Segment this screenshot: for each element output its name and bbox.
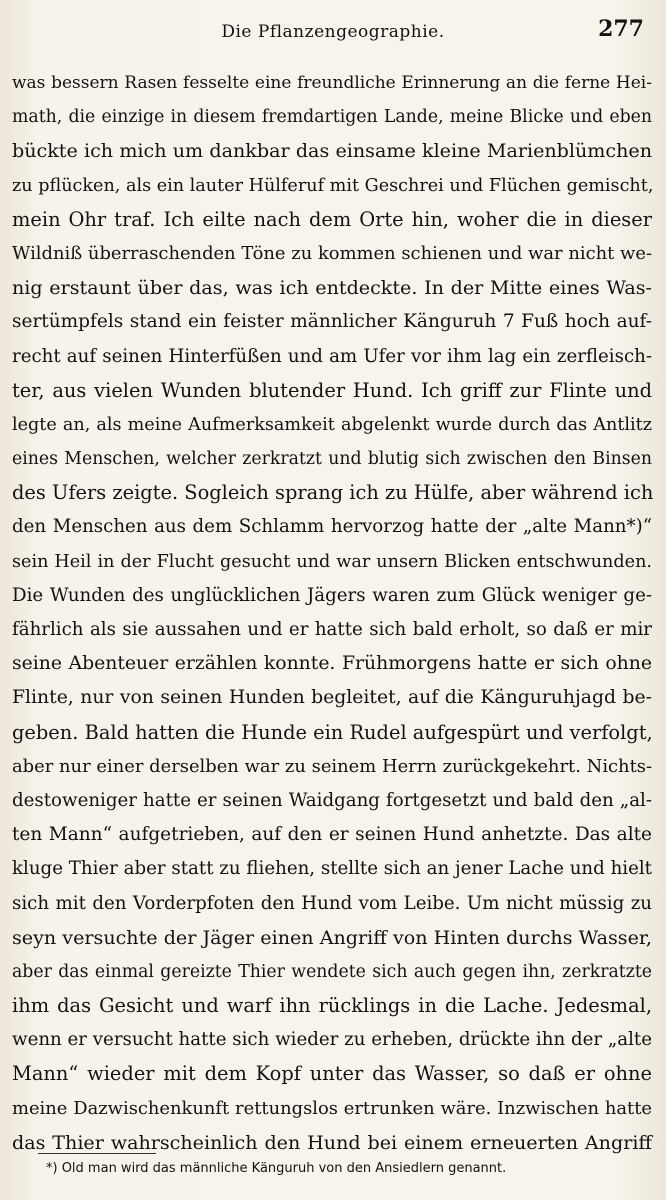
text-line: meine Dazwischenkunft rettungslos ertrunken wäre. Inzwischen hatte [12, 1097, 652, 1119]
text-line: Flinte, nur von seinen Hunden begleitet, auf die Känguruhjagd be- [12, 687, 652, 709]
footnote: *) Old man wird das männliche Känguruh von den Ansiedlern genannt. [46, 1161, 507, 1176]
text-line: recht auf seinen Hinterfüßen und am Ufer vor ihm lag ein zerfleisch- [12, 345, 652, 367]
text-line: bückte ich mich um dankbar das einsame kleine Marienblümchen [12, 139, 652, 163]
footnote-rule [38, 1153, 156, 1154]
text-line: nig erstaunt über das, was ich entdeckte. In der Mitte eines Was- [12, 276, 652, 300]
text-line: legte an, als meine Aufmerksamkeit abgelenkt wurde durch das Antlitz [12, 414, 652, 435]
text-line: math, die einzige in diesem fremdartigen Lande, meine Blicke und eben [12, 107, 652, 128]
text-line: kluge Thier aber statt zu fliehen, stellte sich an jener Lache und hielt [12, 858, 652, 880]
text-line: geben. Bald hatten die Hunde ein Rudel aufgespürt und verfolgt, [12, 720, 653, 744]
text-line: das Thier wahrscheinlich den Hund bei einem erneuerten Angriff [12, 1130, 652, 1154]
body-text [12, 66, 652, 1160]
text-line: sich mit den Vorderpfoten den Hund vom Leibe. Um nicht müssig zu [12, 892, 652, 914]
page-number: 277 [598, 16, 644, 42]
text-line: was bessern Rasen fesselte eine freundliche Erinnerung an die ferne Hei- [12, 73, 652, 93]
text-line: seyn versuchte der Jäger einen Angriff von Hinten durchs Wasser, [12, 925, 652, 949]
text-line: aber das einmal gereizte Thier wendete sich auch gegen ihn, zerkratzte [12, 961, 652, 982]
text-line: Wildniß überraschenden Töne zu kommen schienen und war nicht we- [12, 242, 652, 264]
text-line: fährlich als sie aussahen und er hatte sich bald erholt, so daß er mir [12, 619, 652, 640]
text-line: wenn er versucht hatte sich wieder zu erheben, drückte ihn der „alte [12, 1029, 652, 1051]
running-head-title: Die Pflanzengeographie. [221, 22, 445, 42]
text-line: aber nur einer derselben war zu seinem Herrn zurückgekehrt. Nichts- [12, 755, 652, 777]
text-line: destoweniger hatte er seinen Waidgang fortgesetzt und bald den „al- [12, 789, 652, 811]
running-head [0, 16, 666, 48]
text-line: ter, aus vielen Wunden blutender Hund. Ich griff zur Flinte und [12, 378, 652, 402]
text-line: sertümpfels stand ein feister männlicher Känguruh 7 Fuß hoch auf- [12, 311, 652, 333]
text-line: seine Abenteuer erzählen konnte. Frühmorgens hatte er sich ohne [12, 653, 652, 675]
text-line: eines Menschen, welcher zerkratzt und blutig sich zwischen den Binsen [12, 449, 652, 470]
text-line: des Ufers zeigte. Sogleich sprang ich zu Hülfe, aber während ich [12, 481, 654, 505]
text-line: ten Mann“ aufgetrieben, auf den er seinen Hund anhetzte. Das alte [12, 824, 652, 846]
text-line: mein Ohr traf. Ich eilte nach dem Orte hin, woher die in dieser [12, 207, 652, 231]
text-line: sein Heil in der Flucht gesucht und war unsern Blicken entschwunden. [12, 551, 652, 572]
text-line: den Menschen aus dem Schlamm hervorzog hatte der „alte Mann*)“ [12, 516, 652, 538]
text-line: zu pflücken, als ein lauter Hülferuf mit Geschrei und Flüchen gemischt, [12, 175, 654, 196]
text-line: ihm das Gesicht und warf ihn rücklings in die Lache. Jedesmal, [12, 994, 652, 1018]
text-line: Mann“ wieder mit dem Kopf unter das Wasser, so daß er ohne [12, 1062, 652, 1086]
text-line: Die Wunden des unglücklichen Jägers waren zum Glück weniger ge- [12, 584, 652, 606]
